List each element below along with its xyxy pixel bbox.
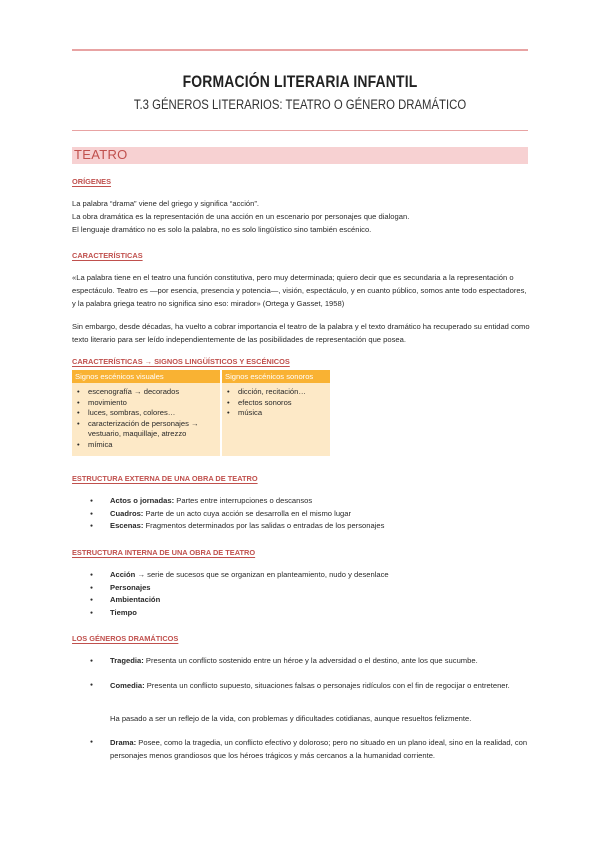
item-term: Comedia: (110, 681, 145, 690)
list-item (90, 679, 530, 692)
visual-item: • movimiento (75, 398, 217, 409)
item-term: Cuadros: (110, 508, 144, 518)
generos-drama (90, 736, 530, 762)
generos-tragedia (90, 655, 530, 668)
section-title: TEATRO (74, 147, 128, 162)
list-item (90, 508, 530, 521)
sonoros-item: • efectos sonoros (225, 398, 327, 409)
document-subtitle: T.3 GÉNEROS LITERARIOS: TEATRO O GÉNERO DRAMÁTICO (133, 97, 467, 112)
list-item (90, 582, 530, 595)
item-desc: Presenta un conflicto supuesto, situaciones falsas o personajes ridículos con el fin de regocijar o entretener. (144, 681, 510, 690)
item-term: Acción (110, 570, 136, 579)
list-item (90, 736, 530, 762)
comedia-note: Ha pasado a ser un reflejo de la vida, con problemas y dificultades cotidianas, aunque resueltos felizmente. (110, 714, 472, 723)
heading-origenes: ORÍGENES (72, 177, 112, 186)
origenes-line-3: El lenguaje dramático no es solo la palabra, no es solo lingüístico sino también escénico. (72, 225, 372, 234)
item-desc: Posee, como la tragedia, un conflicto efectivo y doloroso; pero no situado en un plano ideal, sino en la realidad, con personajes menos grandiosos que los héroes trágicos y más cercanos a la humanidad corriente. (110, 738, 528, 760)
item-term: Ambientación (110, 595, 161, 604)
signs-col-visual: Signos escénicos visuales (72, 370, 221, 383)
list-item (90, 569, 530, 582)
item-desc: Partes entre interrupciones o descansos (174, 496, 313, 505)
signs-col-sonoros: Signos escénicos sonoros (221, 370, 330, 383)
visual-item: • caracterización de personajes → vestuario, maquillaje, atrezzo (75, 419, 217, 440)
signs-table (72, 370, 330, 456)
sonoros-item: • música (225, 408, 327, 419)
item-desc: → serie de sucesos que se organizan en planteamiento, nudo y desenlace (135, 570, 389, 579)
list-item (90, 520, 530, 533)
list-item (90, 594, 530, 607)
visual-item: • luces, sombras, colores… (75, 408, 217, 419)
item-desc: Fragmentos determinados por las salidas o entradas de los personajes (143, 521, 385, 530)
caracteristicas-paragraph: Sin embargo, desde décadas, ha vuelto a cobrar importancia el teatro de la palabra y el texto dramático ha recuperado su entidad como texto literario para ser leído independientemente de las posibilidades de representación que posea. (72, 322, 530, 344)
item-desc: Presenta un conflicto sostenido entre un héroe y la adversidad o el destino, ante los que sucumbe. (143, 656, 478, 665)
document-title: FORMACIÓN LITERARIA INFANTIL (182, 72, 418, 91)
sonoros-item: • dicción, recitación… (225, 387, 327, 398)
item-term: Drama: (110, 738, 137, 747)
caracteristicas-quote: «La palabra tiene en el teatro una función constitutiva, pero muy determinada; quiero decir que es secundaria a la representación o espectáculo. Teatro es —por esencia, presencia y potencia—, visión, espectáculo, y en cuanto público, somos ante todo espectadores, y la palabra griega teatro no significa sino eso: mirador» (Ortega y Gasset, 1958) (72, 273, 527, 308)
item-term: Actos o jornadas: (110, 496, 175, 505)
estructura-interna-list (90, 569, 530, 619)
item-term: Escenas: (110, 521, 144, 530)
visual-item: • escenografía → decorados (75, 387, 217, 398)
signs-sonoros-cell (221, 383, 330, 456)
list-item (90, 655, 530, 668)
item-term: Personajes (110, 582, 151, 592)
origenes-line-2: La obra dramática es la representación de una acción en un escenario por personajes que dialogan. (72, 212, 410, 221)
header-divider (72, 130, 528, 131)
item-desc: Parte de un acto cuya acción se desarrolla en el mismo lugar (143, 508, 352, 518)
visual-item: • mímica (75, 440, 217, 451)
heading-signos: CARACTERÍSTICAS → SIGNOS LINGÜÍSTICOS Y ESCÉNICOS (72, 357, 290, 366)
signs-visual-cell (72, 383, 221, 456)
heading-estructura-externa: ESTRUCTURA EXTERNA DE UNA OBRA DE TEATRO (72, 474, 258, 483)
origenes-line-1: La palabra “drama” viene del griego y significa “acción”. (72, 199, 259, 208)
top-divider (72, 49, 528, 51)
item-term: Tiempo (110, 607, 137, 617)
list-item (90, 495, 530, 508)
heading-generos: LOS GÉNEROS DRAMÁTICOS (72, 634, 179, 643)
heading-estructura-interna: ESTRUCTURA INTERNA DE UNA OBRA DE TEATRO (72, 548, 256, 557)
generos-comedia (90, 679, 530, 692)
section-header-teatro (72, 147, 528, 164)
list-item (90, 607, 530, 620)
origenes-text (72, 197, 530, 236)
estructura-externa-list (90, 495, 530, 533)
item-term: Tragedia: (110, 656, 144, 665)
heading-caracteristicas: CARACTERÍSTICAS (72, 251, 143, 260)
